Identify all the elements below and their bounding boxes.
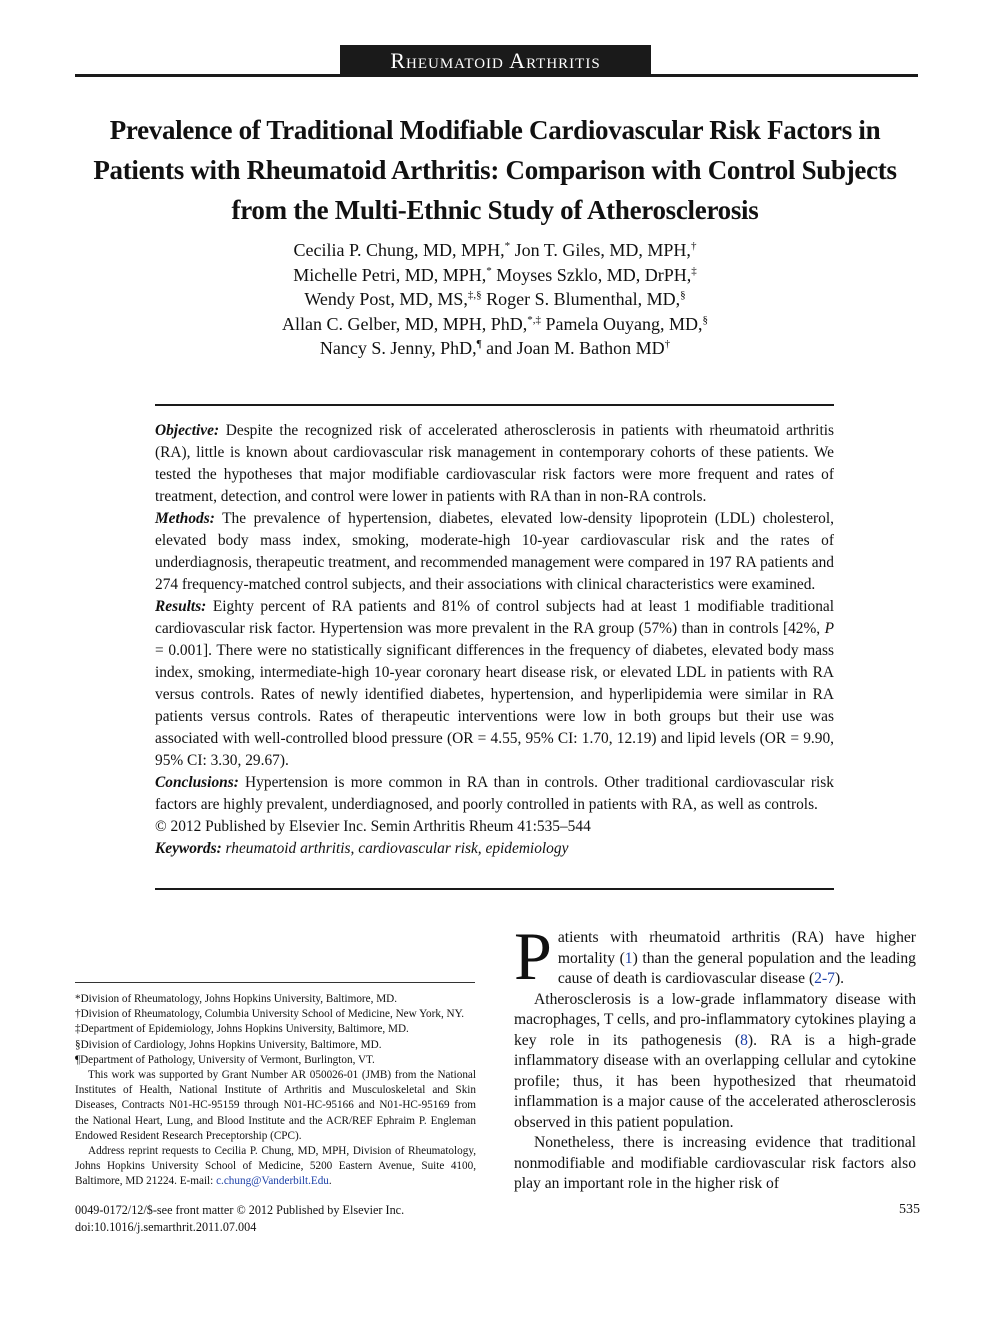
abstract-methods [155, 508, 834, 596]
objective-label: Objective: [155, 422, 220, 439]
affiliation-note: *Division of Rheumatology, Johns Hopkins University, Baltimore, MD. [75, 993, 398, 1005]
body-text [514, 918, 916, 1195]
objective-text: Despite the recognized risk of accelerated atherosclerosis in patients with rheumatoid arthritis (RA), little is known about cardiovascular risk management in contemporary cohorts of these patients. We tested the hypotheses that major modifiable cardiovascular risk factors were more frequent and rates of treatment, detection, and control were lower in patients with RA than in non-RA controls. [155, 422, 834, 505]
results-text: = 0.001]. There were no statistically significant differences in the frequency of diabetes, elevated body mass index, smoking, intermediate-high 10-year coronary heart disease risk, or elevated LDL in patients with RA versus controls. Rates of newly identified diabetes, hypertension, and hyperlipidemia were similar in RA patients versus controls. Rates of therapeutic interventions were low in both groups but their use was associated with well-controlled blood pressure (OR = 4.55, 95% CI: 1.70, 12.19) and lipid levels (OR = 9.90, 95% CI: 3.30, 29.67). [155, 642, 834, 769]
paragraph-text: ) than the general population and the leading cause of death is cardiovascular disease ( [557, 949, 916, 987]
author-name: Moyses Szklo, MD, DrPH, [491, 264, 692, 285]
conclusions-text: Hypertension is more common in RA than in controls. Other traditional cardiovascular risk factors are highly prevalent, underdiagnosed, and poorly controlled in patients with RA, as well as controls. [155, 774, 834, 813]
affiliation-note: †Division of Rheumatology, Columbia University School of Medicine, New York, NY. [75, 1008, 465, 1021]
abstract [155, 420, 834, 860]
reprint-end: . [328, 1175, 332, 1188]
affiliation-mark: † [664, 338, 671, 350]
affiliation-mark: * [486, 264, 492, 277]
author-line [150, 312, 840, 337]
author-name: Pamela Ouyang, MD, [541, 313, 703, 334]
paragraph [514, 918, 916, 994]
affiliation-note: ¶Department of Pathology, University of Vermont, Burlington, VT. [75, 1053, 375, 1066]
affiliation-mark: ‡ [691, 264, 697, 277]
results-label: Results: [155, 598, 207, 615]
p-value-symbol: P [824, 620, 834, 637]
section-title: Rheumatoid Arthritis [390, 48, 601, 73]
conclusions-label: Conclusions: [155, 774, 239, 791]
paragraph-text: ). RA is a high-grade inflammatory disease with an overlapping cellular and cytokine profile; thus, it has been hypothesized that rheumatoid inflammation is a major cause of the accelerated atherosclerosis observed in this patient population. [514, 1031, 916, 1131]
paragraph-text: atients with rheumatoid arthritis (RA) have higher mortality ( [557, 929, 916, 967]
affiliation-mark: ¶ [476, 338, 482, 350]
reference-link[interactable]: 2-7 [814, 970, 835, 987]
reference-link[interactable]: 1 [624, 949, 633, 967]
abstract-top-rule [155, 404, 834, 406]
author-name: Nancy S. Jenny, PhD, [319, 338, 477, 358]
author-line [150, 287, 840, 312]
author-list [150, 238, 840, 361]
affiliation-mark: *,‡ [527, 313, 542, 326]
author-name: Allan C. Gelber, MD, MPH, PhD, [281, 313, 528, 334]
doi-line: doi:10.1016/j.semarthrit.2011.07.004 [75, 1219, 257, 1234]
affiliation-note: §Division of Cardiology, Johns Hopkins University, Baltimore, MD. [75, 1038, 382, 1051]
author-line [150, 238, 840, 263]
article-title: Prevalence of Traditional Modifiable Cardiovascular Risk Factors in Patients with Rheumatoid Arthritis: Comparison with Control Subjects from the Multi-Ethnic Study of Atherosclerosis [93, 115, 897, 225]
reference-link[interactable]: 8 [740, 1031, 748, 1049]
author-line [150, 263, 840, 288]
abstract-bottom-rule [155, 888, 834, 890]
keywords-text: rheumatoid arthritis, cardiovascular risk, epidemiology [221, 840, 569, 857]
abstract-keywords [155, 838, 834, 860]
methods-text: The prevalence of hypertension, diabetes, elevated low-density lipoprotein (LDL) cholesterol, elevated body mass index, smoking, moderate-high 10-year cardiovascular risk and the rates of underdiagnosis, therapeutic treatment, and recommended management were compared in 197 RA patients and 274 frequency-matched control subjects, and their associations with clinical characteristics were examined. [155, 510, 834, 593]
header-rule [75, 74, 918, 77]
affiliation-mark: § [702, 313, 708, 326]
paragraph-text: Atherosclerosis is a low-grade inflammatory disease with macrophages, T cells, and pro-inflammatory cytokines playing a key role in its pathogenesis ( [514, 990, 916, 1049]
abstract-results [155, 596, 834, 772]
section-banner [340, 45, 651, 75]
paragraph [514, 990, 916, 1134]
email-link[interactable]: c.chung@Vanderbilt.Edu [216, 1175, 329, 1188]
page-number: 535 [899, 1202, 920, 1217]
affiliation-note: ‡Department of Epidemiology, Johns Hopkins University, Baltimore, MD. [75, 1023, 409, 1036]
affiliation-mark: † [690, 240, 697, 252]
methods-label: Methods: [155, 510, 215, 527]
funding-note: This work was supported by Grant Number AR 050026-01 (JMB) from the National Institutes of Health, National Institute of Arthritis and Musculoskeletal and Skin Diseases, Contracts N01-HC-95159 through N01-HC-95166 and N01-HC-95169 from the National Heart, Lung, and Blood Institute and the ACR/REF Ephraim P. Engleman Endowed Resident Research Preceptorship (CPC). [75, 1069, 476, 1142]
author-name: Wendy Post, MD, MS, [304, 289, 468, 309]
author-name: Jon T. Giles, MD, MPH, [510, 240, 691, 260]
affiliation-mark: * [504, 240, 511, 252]
footnotes [75, 992, 476, 1190]
footnote-rule [75, 982, 475, 983]
abstract-conclusions [155, 772, 834, 816]
paragraph: Nonetheless, there is increasing evidence that traditional nonmodifiable and modifiable cardiovascular risk factors also play an important role in the higher risk of [514, 1134, 916, 1192]
results-text: Eighty percent of RA patients and 81% of control subjects had at least 1 modifiable traditional cardiovascular risk factor. Hypertension was more prevalent in the RA group (57%) than in controls [42%, [155, 598, 834, 637]
reprint-note [75, 1144, 476, 1190]
keywords-label: Keywords: [155, 840, 222, 857]
publication-info [75, 1202, 495, 1235]
author-line [150, 336, 840, 361]
author-name: and Joan M. Bathon MD [481, 338, 665, 358]
abstract-objective [155, 420, 834, 508]
affiliation-mark: ‡,§ [467, 289, 482, 301]
paragraph-text: ). [834, 970, 845, 987]
issn-line: 0049-0172/12/$-see front matter © 2012 Published by Elsevier Inc. [75, 1203, 405, 1217]
author-name: Cecilia P. Chung, MD, MPH, [293, 240, 505, 260]
copyright-line: © 2012 Published by Elsevier Inc. Semin Arthritis Rheum 41:535–544 [155, 818, 591, 835]
author-name: Roger S. Blumenthal, MD, [481, 289, 681, 309]
author-name: Michelle Petri, MD, MPH, [293, 264, 487, 285]
reprint-text: Address reprint requests to Cecilia P. Chung, MD, MPH, Division of Rheumatology, Johns Hopkins University School of Medicine, 5200 Eastern Avenue, Suite 4100, Baltimore, MD 21224. E-mail: [75, 1145, 476, 1188]
drop-cap: P [514, 918, 552, 994]
affiliation-mark: § [680, 289, 686, 301]
